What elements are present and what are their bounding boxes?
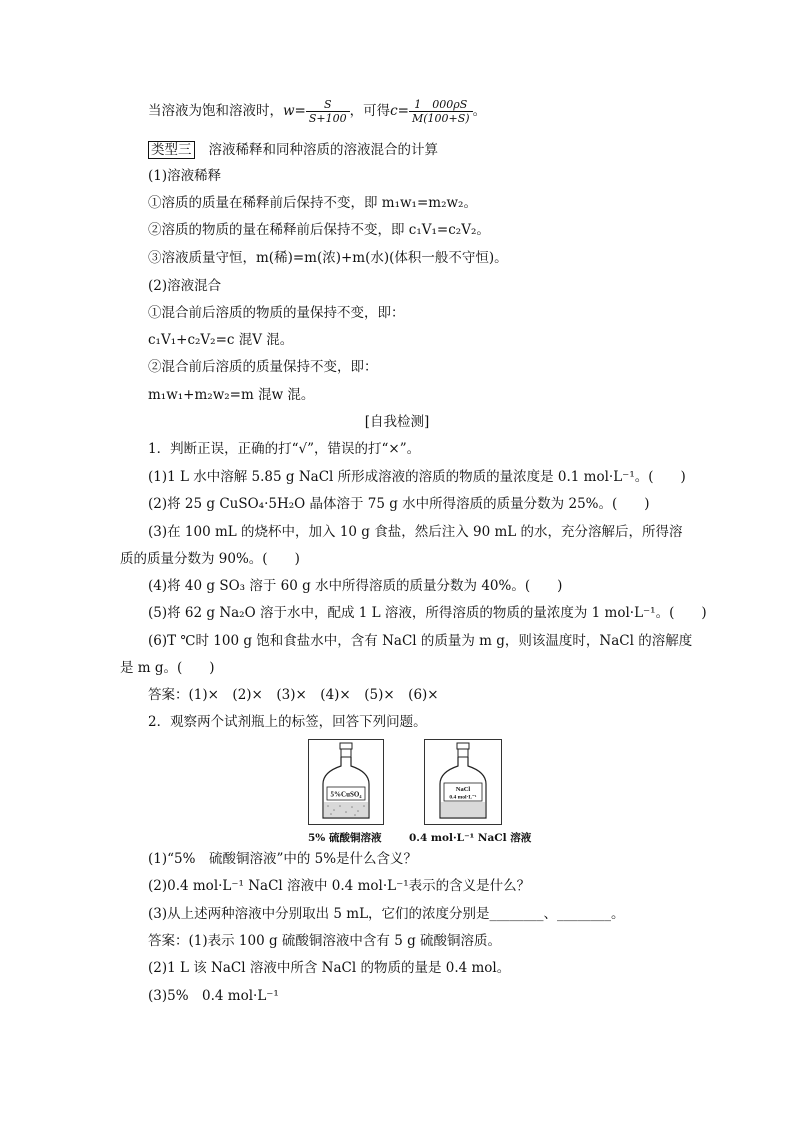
w-numerator: S (306, 98, 350, 112)
q2-answer-1: 答案：(1)表示 100 g 硫酸铜溶液中含有 5 g 硫酸铜溶质。 (148, 933, 502, 949)
w-fraction (306, 98, 350, 125)
q1-item-6a: (6)T ℃时 100 g 饱和食盐水中，含有 NaCl 的质量为 m g，则该温度时，NaCl 的溶解度 (148, 633, 693, 649)
q2-answer-2: (2)1 L 该 NaCl 溶液中所含 NaCl 的物质的量是 0.4 mol。 (148, 960, 511, 976)
q1-item-3b: 质的质量分数为 90%。( ) (120, 551, 300, 567)
w-label: w= (283, 103, 306, 119)
q2-item-1: (1)“5% 硫酸铜溶液”中的 5%是什么含义？ (148, 851, 418, 867)
q1-item-3a: (3)在 100 mL 的烧杯中，加入 10 g 食盐，然后注入 90 mL 的水，充分溶解后，所得溶 (148, 524, 683, 540)
mixing-formula-2: m₁w₁+m₂w₂=m 混w 混。 (148, 387, 315, 403)
mixing-item-1: ①混合前后溶质的物质的量保持不变，即： (148, 305, 405, 321)
bottle-cuso4-caption: 5% 硫酸铜溶液 (308, 832, 382, 844)
q1-item-4: (4)将 40 g SO₃ 溶于 60 g 水中所得溶质的质量分数为 40%。( ) (148, 578, 563, 594)
bottle-nacl-label-1: NaCl (455, 786, 471, 793)
bottle-nacl-icon (425, 740, 501, 824)
q1-item-5: (5)将 62 g Na₂O 溶于水中，配成 1 L 溶液，所得溶质的物质的量浓度为 1 mol·L⁻¹。( ) (148, 605, 707, 621)
self-check-heading: [自我检测] (364, 414, 430, 430)
q2-stem: 2．观察两个试剂瓶上的标签，回答下列问题。 (148, 714, 427, 730)
dilution-item-1: ①溶质的质量在稀释前后保持不变，即 m₁w₁=m₂w₂。 (148, 195, 477, 211)
formula-suffix: 。 (472, 103, 487, 119)
q2-answer-3: (3)5% 0.4 mol·L⁻¹ (148, 988, 279, 1004)
mixing-formula-1: c₁V₁+c₂V₂=c 混V 混。 (148, 332, 294, 348)
q1-item-6b: 是 m g。( ) (120, 660, 215, 676)
dilution-heading: (1)溶液稀释 (148, 168, 222, 184)
bottle-cuso4-label: 5%CuSO₄ (330, 790, 362, 799)
bottle-nacl-label-2: 0.4 mol·L⁻¹ (449, 794, 477, 801)
formula-mid: ，可得 (349, 103, 391, 119)
q1-item-2: (2)将 25 g CuSO₄·5H₂O 晶体溶于 75 g 水中所得溶质的质量分数为 25%。( ) (148, 496, 650, 512)
q2-item-3: (3)从上述两种溶液中分别取出 5 mL，它们的浓度分别是________、________。 (148, 906, 625, 922)
type3-badge: 类型三 (148, 141, 195, 159)
mixing-heading: (2)溶液混合 (148, 278, 222, 294)
formula-prefix: 当溶液为饱和溶液时， (148, 103, 283, 119)
bottle-cuso4-figure (308, 739, 384, 825)
dilution-item-3: ③溶液质量守恒，m(稀)=m(浓)+m(水)(体积一般不守恒)。 (148, 250, 508, 266)
q1-stem: 1．判断正误，正确的打“√”，错误的打“×”。 (148, 441, 421, 457)
bottle-nacl-caption: 0.4 mol·L⁻¹ NaCl 溶液 (409, 832, 532, 844)
q1-answer: 答案：(1)× (2)× (3)× (4)× (5)× (6)× (148, 687, 439, 703)
c-label: c= (390, 103, 409, 119)
c-fraction (409, 98, 473, 125)
q1-item-1: (1)1 L 水中溶解 5.85 g NaCl 所形成溶液的溶质的物质的量浓度是 0.1 mol·L⁻¹。( ) (148, 469, 686, 485)
bottle-cuso4-icon (309, 740, 383, 824)
c-numerator: 1 000ρS (409, 98, 473, 112)
mixing-item-2: ②混合前后溶质的质量保持不变，即： (148, 359, 378, 375)
bottle-nacl-figure (424, 739, 502, 825)
dilution-item-2: ②溶质的物质的量在稀释前后保持不变，即 c₁V₁=c₂V₂。 (148, 222, 490, 238)
type3-heading (148, 140, 438, 160)
w-denominator: S+100 (308, 112, 347, 125)
saturated-formula-line (148, 98, 486, 125)
q2-item-2: (2)0.4 mol·L⁻¹ NaCl 溶液中 0.4 mol·L⁻¹表示的含义是什么？ (148, 878, 531, 894)
c-denominator: M(100+S) (412, 112, 470, 125)
type3-title: 溶液稀释和同种溶质的溶液混合的计算 (208, 142, 438, 158)
